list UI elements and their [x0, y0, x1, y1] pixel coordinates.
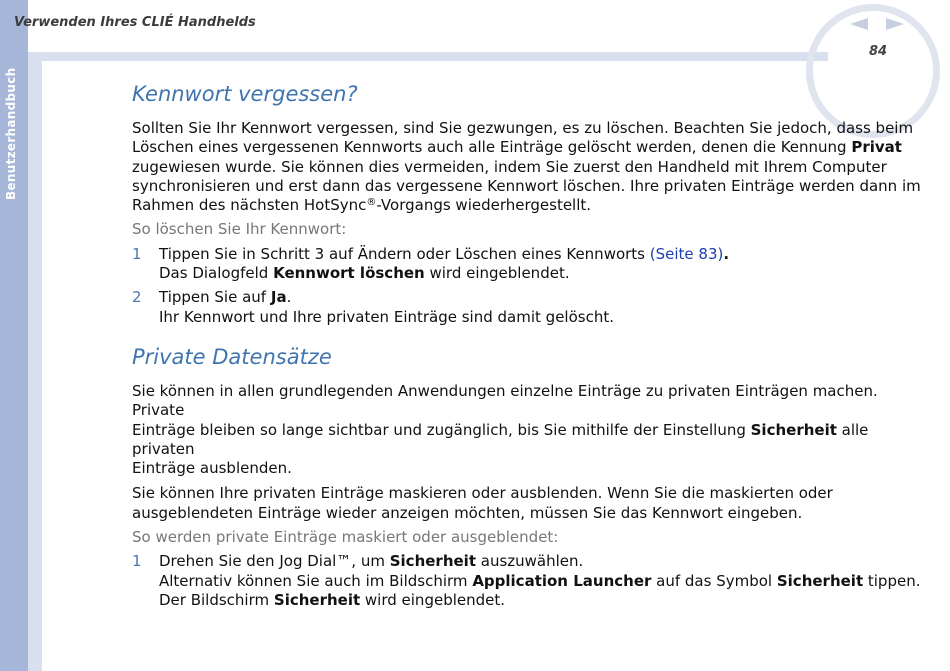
side-band-inner: [28, 52, 42, 671]
section2-paragraph-1: Sie können in allen grundlegenden Anwendungen einzelne Einträge zu privaten Einträgen machen. Private Einträge bleiben so lange sichtbar und zugänglich, bis Sie mithilfe der Einstellung Sicherheit alle privaten Einträge ausblenden.: [132, 381, 878, 478]
step-number: 2: [132, 288, 142, 307]
list-item-step: 1 Drehen Sie den Jog Dial™, um Sicherheit auszuwählen. Alternativ können Sie auch im Bildschirm Application Launcher auf das Symbol Sicherheit tippen. Der Bildschirm Sicherheit wird eingeblendet.: [132, 552, 921, 609]
section1-paragraph: Sollten Sie Ihr Kennwort vergessen, sind Sie gezwungen, es zu löschen. Beachten Sie jedoch, dass beim Löschen eines vergessenen Kennworts auch alle Einträge gelöscht werden, denen die Kennung Privat zugewiesen wurde. Sie können dies vermeiden, indem Sie zuerst den Handheld mit Ihrem Computer synchronisieren und erst dann das vergessene Kennwort löschen. Ihre privaten Einträge werden dann im Rahmen des nächsten HotSync®-Vorgangs wiederhergestellt.: [132, 119, 921, 215]
section-heading-private-datensaetze: Private Datensätze: [132, 344, 332, 369]
step-number: 1: [132, 552, 142, 571]
side-label: Benutzerhandbuch: [4, 67, 18, 200]
page-reference-link[interactable]: (Seite 83): [649, 244, 724, 263]
page-content: [132, 80, 932, 610]
page-number: 84: [868, 44, 888, 59]
header-title: Verwenden Ihres CLIÉ Handhelds: [14, 15, 256, 30]
procedure-heading: So löschen Sie Ihr Kennwort:: [132, 220, 347, 239]
header-divider: [28, 52, 828, 61]
step-number: 1: [132, 244, 142, 263]
list-item-step: 1 Tippen Sie in Schritt 3 auf Ändern oder Löschen eines Kennworts (Seite 83). Das Dialogfeld Kennwort löschen wird eingeblendet.: [132, 244, 730, 283]
previous-page-arrow-icon[interactable]: [850, 18, 868, 30]
section2-paragraph-2: Sie können Ihre privaten Einträge maskieren oder ausblenden. Wenn Sie die maskierten oder ausgeblendeten Einträge wieder anzeigen möchten, müssen Sie das Kennwort eingeben.: [132, 484, 833, 522]
next-page-arrow-icon[interactable]: [886, 18, 904, 30]
list-item-step: 2 Tippen Sie auf Ja. Ihr Kennwort und Ihre privaten Einträge sind damit gelöscht.: [132, 288, 614, 326]
section-heading-kennwort-vergessen: Kennwort vergessen?: [132, 82, 358, 106]
procedure-heading: So werden private Einträge maskiert oder ausgeblendet:: [132, 528, 559, 547]
